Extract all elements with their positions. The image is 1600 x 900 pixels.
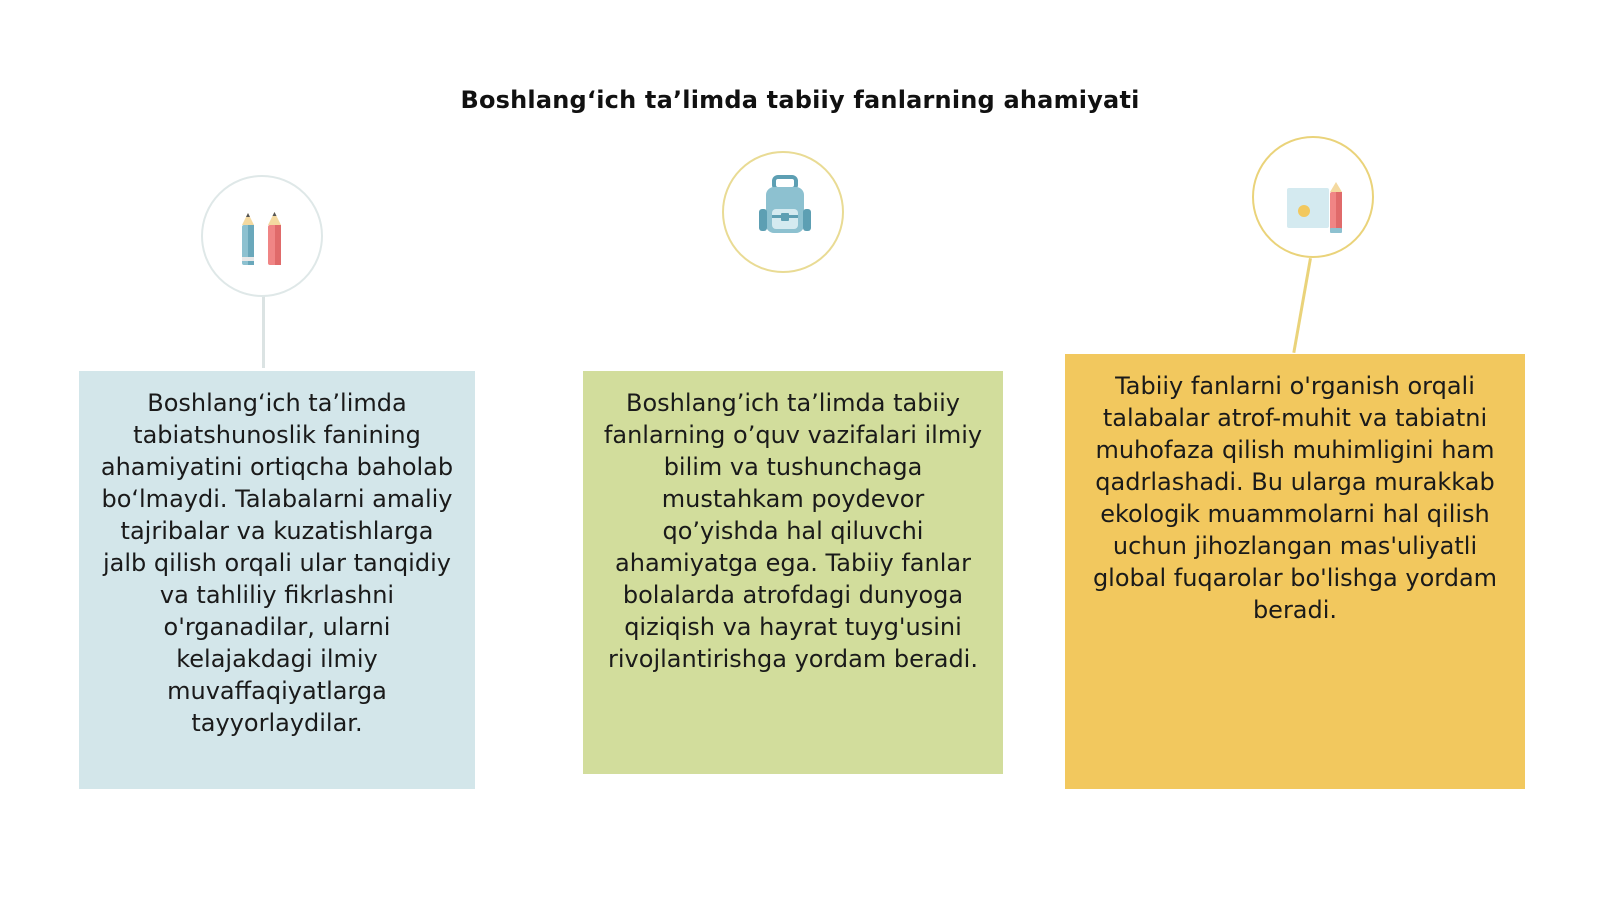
- connector-line-3: [1292, 258, 1312, 353]
- info-card-3: Tabiiy fanlarni o'rganish orqali talabalar atrof-muhit va tabiatni muhofaza qilish muhimligini ham qadrlashadi. Bu ularga murakkab ekologik muammolarni hal qilish uchun jihozlangan mas'uliyatli global fuqarolar bo'lishga yordam beradi.: [1065, 354, 1525, 789]
- icon-circle-3: [1252, 136, 1374, 258]
- backpack-icon: [724, 153, 846, 275]
- page-title: Boshlang‘ich ta’limda tabiiy fanlarning ahamiyati: [460, 86, 1140, 114]
- icon-circle-1: [201, 175, 323, 297]
- info-card-1: Boshlang‘ich ta’limda tabiatshunoslik fanining ahamiyatini ortiqcha baholab bo‘lmaydi. Talabalarni amaliy tajribalar va kuzatishlarga jalb qilish orqali ular tanqidiy va tahliliy fikrlashni o'rganadilar, ularni kelajakdagi ilmiy muvaffaqiyatlarga tayyorlaydilar.: [79, 371, 475, 789]
- connector-line-1: [262, 296, 265, 368]
- drawing-board-icon: [1254, 138, 1376, 260]
- info-card-2: Boshlang’ich ta’limda tabiiy fanlarning o’quv vazifalari ilmiy bilim va tushunchaga mustahkam poydevor qo’yishda hal qiluvchi ahamiyatga ega. Tabiiy fanlar bolalarda atrofdagi dunyoga qiziqish va hayrat tuyg'usini rivojlantirishga yordam beradi.: [583, 371, 1003, 774]
- icon-circle-2: [722, 151, 844, 273]
- pencils-icon: [203, 177, 325, 299]
